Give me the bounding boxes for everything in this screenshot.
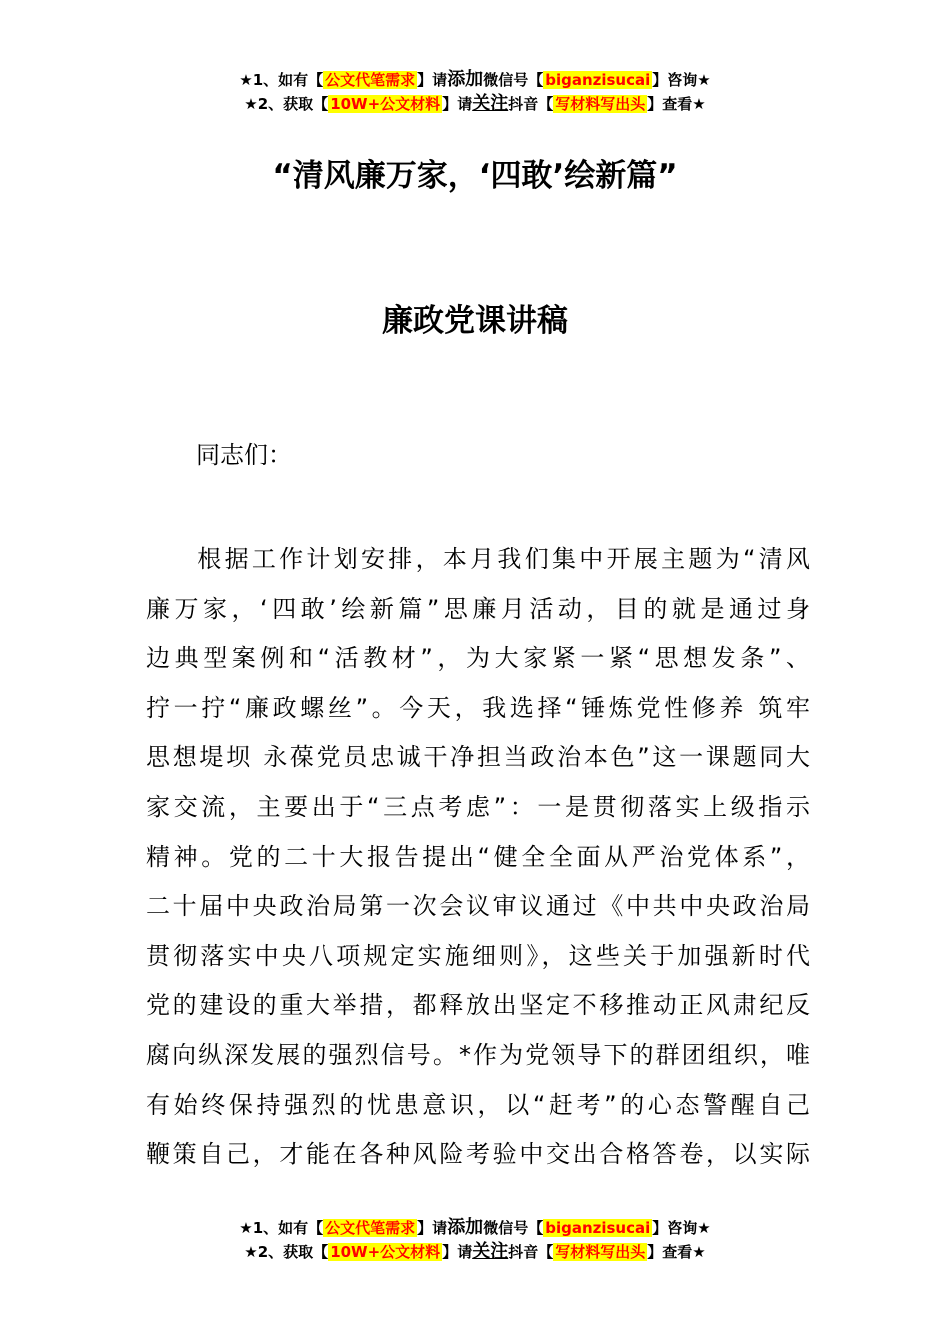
banner-text: 】咨询★ [652, 71, 711, 89]
banner-text: 抖音【 [508, 1243, 554, 1261]
banner-highlight: biganzisucai [545, 71, 651, 89]
banner-highlight: 写材料写出头 [555, 1243, 646, 1261]
banner-emphasis: 添加 [447, 69, 484, 90]
body-paragraph [146, 535, 810, 1180]
banner-text: ★2、获取【 [244, 1243, 329, 1261]
banner-highlight: 写材料写出头 [555, 95, 646, 113]
banner-text: 】请 [417, 1219, 448, 1237]
banner-line-2 [0, 92, 950, 116]
banner-highlight: 10W+公文材料 [330, 95, 441, 113]
banner-emphasis: 关注 [472, 1241, 509, 1262]
banner-text: 】查看★ [647, 1243, 706, 1261]
header-banner [0, 68, 950, 116]
banner-text: ★1、如有【 [239, 1219, 324, 1237]
paragraph-line: 思想堤坝 永葆党员忠诚干净担当政治本色”这一课题同大 [146, 743, 810, 772]
paragraph-line: 鞭策自己，才能在各种风险考验中交出合格答卷，以实际 [146, 1140, 810, 1169]
banner-text: 】咨询★ [652, 1219, 711, 1237]
banner-emphasis: 添加 [447, 1217, 484, 1238]
banner-emphasis: 关注 [472, 93, 509, 114]
paragraph-line: 二十届中央政治局第一次会议审议通过《中共中央政治局 [146, 892, 810, 921]
document-subtitle: 廉政党课讲稿 [382, 303, 568, 339]
banner-highlight: biganzisucai [545, 1219, 651, 1237]
paragraph-line: 贯彻落实中央八项规定实施细则》，这些关于加强新时代 [146, 941, 810, 970]
banner-text: 微信号【 [483, 71, 544, 89]
banner-text: ★1、如有【 [239, 71, 324, 89]
paragraph-line: 拧一拧“廉政螺丝”。今天，我选择“锤炼党性修养 筑牢 [146, 693, 810, 722]
paragraph-line: 家交流，主要出于“三点考虑”：一是贯彻落实上级指示 [146, 792, 810, 821]
paragraph-line: 腐向纵深发展的强烈信号。*作为党领导下的群团组织，唯 [146, 1040, 810, 1069]
banner-text: ★2、获取【 [244, 95, 329, 113]
banner-line-1 [0, 68, 950, 92]
banner-text: 】请 [442, 1243, 473, 1261]
banner-line-1 [0, 1216, 950, 1240]
greeting: 同志们： [196, 441, 292, 469]
document-title: “清风廉万家，‘四敢’绘新篇” [272, 158, 678, 194]
banner-text: 】查看★ [647, 95, 706, 113]
banner-highlight: 公文代笔需求 [325, 71, 416, 89]
paragraph-line: 党的建设的重大举措，都释放出坚定不移推动正风肃纪反 [146, 991, 810, 1020]
footer-banner [0, 1216, 950, 1264]
banner-highlight: 公文代笔需求 [325, 1219, 416, 1237]
banner-text: 】请 [417, 71, 448, 89]
banner-line-2 [0, 1240, 950, 1264]
paragraph-line: 有始终保持强烈的忧患意识，以“赶考”的心态警醒自己 [146, 1090, 810, 1119]
paragraph-line: 精神。党的二十大报告提出“健全全面从严治党体系”， [146, 842, 810, 871]
paragraph-line: 边典型案例和“活教材”，为大家紧一紧“思想发条”、 [146, 644, 810, 673]
banner-text: 微信号【 [483, 1219, 544, 1237]
banner-text: 抖音【 [508, 95, 554, 113]
paragraph-line: 廉万家，‘四敢’绘新篇”思廉月活动，目的就是通过身 [146, 594, 810, 623]
banner-text: 】请 [442, 95, 473, 113]
paragraph-line: 根据工作计划安排，本月我们集中开展主题为“清风 [194, 545, 810, 573]
banner-highlight: 10W+公文材料 [330, 1243, 441, 1261]
